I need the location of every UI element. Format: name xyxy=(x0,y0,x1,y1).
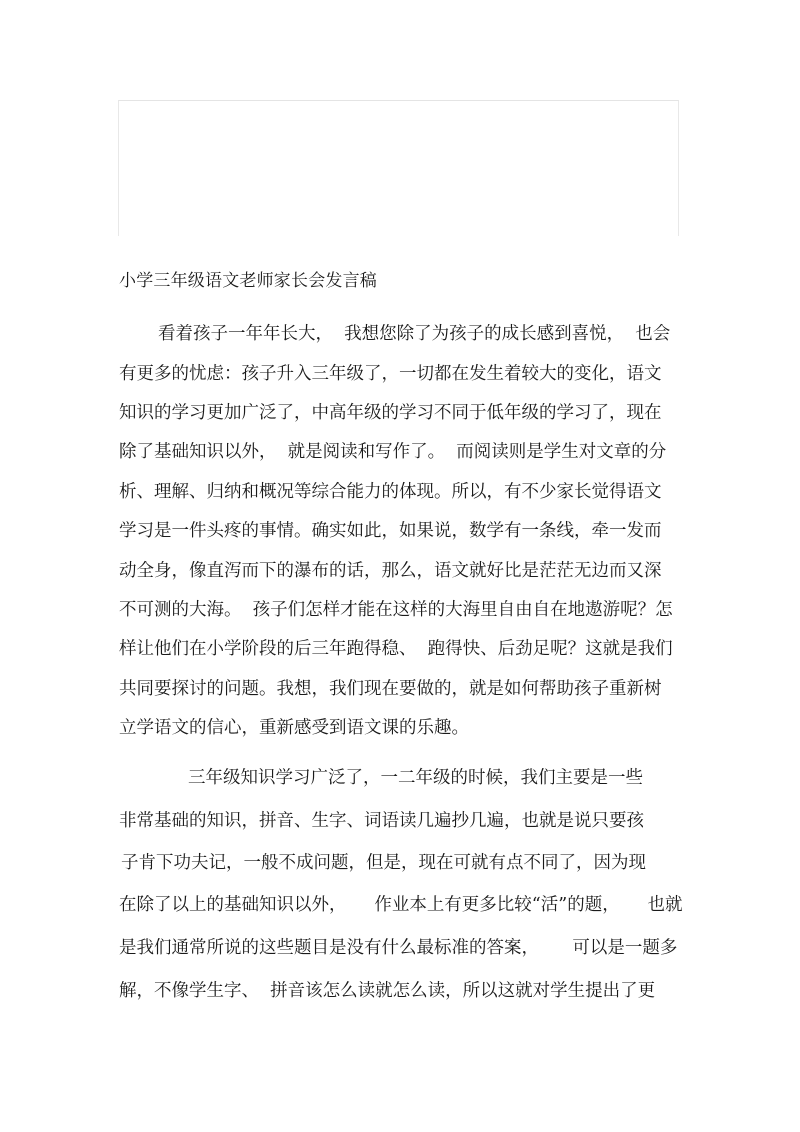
paragraph-line: 样让他们在小学阶段的后三年跑得稳、 跑得快、后劲足呢？这就是我们 xyxy=(119,639,673,659)
document-title: 小学三年级语文老师家长会发言稿 xyxy=(119,271,377,291)
paragraph-line: 有更多的忧虑：孩子升入三年级了，一切都在发生着较大的变化，语文 xyxy=(119,364,662,384)
paragraph-line: 看着孩子一年年长大， 我想您除了为孩子的成长感到喜悦， 也会 xyxy=(158,324,671,344)
paragraph-line: 在除了以上的基础知识以外， 作业本上有更多比较“活”的题， 也就 xyxy=(119,895,683,915)
paragraph-line: 解，不像学生字、 拼音该怎么读就怎么读，所以这就对学生提出了更 xyxy=(119,981,656,1001)
paragraph-line: 学习是一件头疼的事情。确实如此，如果说，数学有一条线，牵一发而 xyxy=(119,521,662,541)
paragraph-line: 不可测的大海。 孩子们怎样才能在这样的大海里自由自在地遨游呢？怎 xyxy=(119,600,673,620)
header-frame xyxy=(118,100,679,236)
paragraph-line: 动全身，像直泻而下的瀑布的话，那么，语文就好比是茫茫无边而又深 xyxy=(119,561,662,581)
paragraph-line: 析、理解、归纳和概况等综合能力的体现。所以，有不少家长觉得语文 xyxy=(119,482,662,502)
paragraph-line: 子肯下功夫记，一般不成问题，但是，现在可就有点不同了，因为现 xyxy=(121,853,646,873)
paragraph-line: 除了基础知识以外， 就是阅读和写作了。 而阅读则是学生对文章的分 xyxy=(119,442,667,462)
paragraph-line: 立学语文的信心，重新感受到语文课的乐趣。 xyxy=(119,718,469,738)
paragraph-line: 知识的学习更加广泛了，中高年级的学习不同于低年级的学习了，现在 xyxy=(119,403,662,423)
paragraph-line: 是我们通常所说的这些题目是没有什么最标准的答案， 可以是一题多 xyxy=(119,938,678,958)
paragraph-line: 非常基础的知识，拼音、生字、词语读几遍抄几遍，也就是说只要孩 xyxy=(119,811,644,831)
paragraph-line: 共同要探讨的问题。我想，我们现在要做的，就是如何帮助孩子重新树 xyxy=(119,679,662,699)
paragraph-line: 三年级知识学习广泛了，一二年级的时候，我们主要是一些 xyxy=(188,768,643,788)
